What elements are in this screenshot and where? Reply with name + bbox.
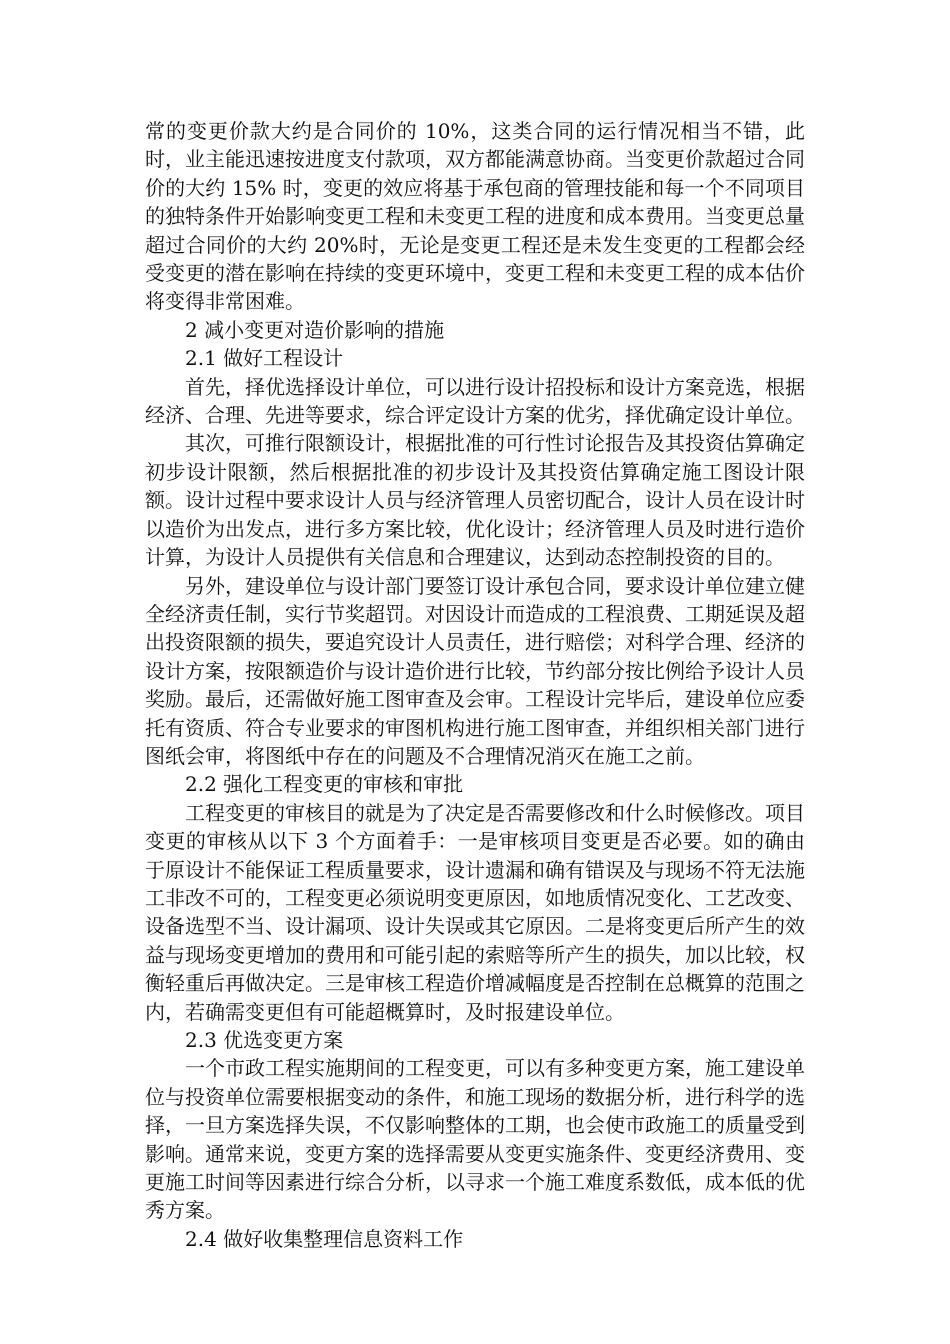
body-paragraph: 工程变更的审核目的就是为了决定是否需要修改和什么时候修改。项目变更的审核从以下 3 个方面着手：一是审核项目变更是否必要。如的确由于原设计不能保证工程质量要求，设计遗漏和确有错误及与现场不符无法施工非改不可的，工程变更必须说明变更原因，如地质情况变化、工艺改变、设备选型不当、设计漏项、设计失误或其它原因。二是将变更后所产生的效益与现场变更增加的费用和可能引起的索赔等所产生的损失，加以比较，权衡轻重后再做决定。三是审核工程造价增减幅度是否控制在总概算的范围之内，若确需变更但有可能超概算时，及时报建设单位。 [145,800,805,1024]
body-paragraph: 常的变更价款大约是合同价的 10%，这类合同的运行情况相当不错，此时，业主能迅速按进度支付款项，双方都能满意协商。当变更价款超过合同价的大约 15% 时，变更的效应将基于承包商的管理技能和每一个不同项目的独特条件开始影响变更工程和未变更工程的进度和成本费用。当变更总量超过合同价的大约 20%时，无论是变更工程还是未发生变更的工程都会经受变更的潜在影响在持续的变更环境中，变更工程和未变更工程的成本估价将变得非常困难。 [145,119,805,314]
subsection-heading: 2.2 强化工程变更的审核和审批 [185,772,464,797]
document-body [145,117,805,1253]
subsection-heading: 2.3 优选变更方案 [185,1028,344,1052]
body-paragraph: 另外，建设单位与设计部门要签订设计承包合同，要求设计单位建立健全经济责任制，实行节奖超罚。对因设计而造成的工程浪费、工期延误及超出投资限额的损失，要追究设计人员责任，进行赔偿；对科学合理、经济的设计方案，按限额造价与设计造价进行比较，节约部分按比例给予设计人员奖励。最后，还需做好施工图审查及会审。工程设计完毕后，建设单位应委托有资质、符合专业要求的审图机构进行施工图审查，并组织相关部门进行图纸会审，将图纸中存在的问题及不合理情况消灭在施工之前。 [145,573,805,768]
body-paragraph: 其次，可推行限额设计，根据批准的可行性讨论报告及其投资估算确定初步设计限额，然后根据批准的初步设计及其投资估算确定施工图设计限额。设计过程中要求设计人员与经济管理人员密切配合，设计人员在设计时以造价为出发点，进行多方案比较，优化设计；经济管理人员及时进行造价计算，为设计人员提供有关信息和合理建议，达到动态控制投资的目的。 [145,431,805,570]
subsection-heading: 2.1 做好工程设计 [185,346,344,371]
section-heading: 2 减小变更对造价影响的措施 [185,317,445,342]
body-paragraph: 一个市政工程实施期间的工程变更，可以有多种变更方案，施工建设单位与投资单位需要根据变动的条件，和施工现场的数据分析，进行科学的选择，一旦方案选择失误，不仅影响整体的工期，也会使市政施工的质量受到影响。通常来说，变更方案的选择需要从变更实施条件、变更经济费用、变更施工时间等因素进行综合分析，以寻求一个施工难度系数低，成本低的优秀方案。 [145,1056,805,1223]
body-paragraph: 首先，择优选择设计单位，可以进行设计招投标和设计方案竞选，根据经济、合理、先进等要求，综合评定设计方案的优劣，择优确定设计单位。 [145,374,805,428]
subsection-heading: 2.4 做好收集整理信息资料工作 [185,1226,464,1251]
